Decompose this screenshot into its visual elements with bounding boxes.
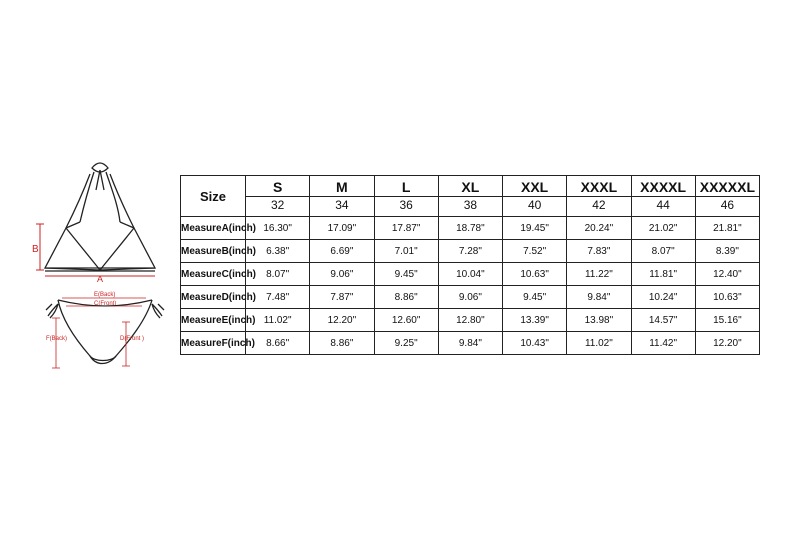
measure-value: 7.52" [503, 240, 567, 263]
measure-value: 9.06" [310, 263, 374, 286]
table-row [181, 309, 760, 332]
size-number: 34 [310, 196, 373, 214]
measure-label: MeasureB(inch) [181, 240, 246, 263]
measure-value: 15.16" [695, 309, 759, 332]
size-column-header [374, 176, 438, 217]
size-label: XXXXL [640, 179, 687, 195]
size-number: 42 [567, 196, 630, 214]
table-row [181, 286, 760, 309]
measure-value: 9.06" [438, 286, 502, 309]
measure-value: 12.80" [438, 309, 502, 332]
label-a: A [97, 274, 104, 284]
label-d-front: D(Front ) [120, 336, 144, 342]
garment-diagram [0, 0, 180, 534]
measure-value: 16.30" [246, 217, 310, 240]
measure-label: MeasureE(inch) [181, 309, 246, 332]
size-label: XXXXXL [699, 179, 755, 195]
size-label: S [272, 179, 283, 195]
measure-value: 12.20" [310, 309, 374, 332]
label-f-back: F(Back) [46, 336, 67, 342]
measure-value: 8.07" [246, 263, 310, 286]
measure-value: 6.38" [246, 240, 310, 263]
measure-value: 21.81" [695, 217, 759, 240]
measure-value: 11.02" [246, 309, 310, 332]
measure-value: 7.48" [246, 286, 310, 309]
measure-value: 6.69" [310, 240, 374, 263]
measure-value: 12.20" [695, 332, 759, 355]
top-garment-outline [45, 163, 155, 271]
size-column-header [567, 176, 631, 217]
measure-label: MeasureA(inch) [181, 217, 246, 240]
measure-value: 14.57" [631, 309, 695, 332]
measure-value: 9.84" [438, 332, 502, 355]
measure-value: 10.63" [695, 286, 759, 309]
size-column-header [631, 176, 695, 217]
size-header: Size [181, 176, 246, 217]
table-row [181, 240, 760, 263]
measure-value: 13.39" [503, 309, 567, 332]
size-label: M [336, 179, 348, 195]
size-label: XXL [521, 179, 549, 195]
measure-value: 11.81" [631, 263, 695, 286]
measure-value: 8.86" [310, 332, 374, 355]
measure-label: MeasureC(inch) [181, 263, 246, 286]
measure-value: 12.40" [695, 263, 759, 286]
size-column-header [310, 176, 374, 217]
size-label: XXXL [580, 179, 618, 195]
size-number: 46 [696, 196, 759, 214]
size-number: 36 [375, 196, 438, 214]
size-column-header [503, 176, 567, 217]
measure-value: 7.28" [438, 240, 502, 263]
size-chart-table [180, 175, 760, 355]
label-e-back: E(Back) [94, 292, 116, 298]
measure-value: 7.01" [374, 240, 438, 263]
size-label: L [401, 179, 411, 195]
measure-value: 8.66" [246, 332, 310, 355]
measure-value: 10.04" [438, 263, 502, 286]
size-column-header [246, 176, 310, 217]
label-b: B [32, 244, 39, 255]
measure-value: 9.84" [567, 286, 631, 309]
measure-value: 11.42" [631, 332, 695, 355]
measure-value: 9.45" [374, 263, 438, 286]
size-number: 32 [246, 196, 309, 214]
dimension-d [122, 322, 130, 366]
measure-value: 11.02" [567, 332, 631, 355]
size-chart-body [181, 217, 760, 355]
table-row [181, 332, 760, 355]
measure-value: 10.24" [631, 286, 695, 309]
measure-value: 8.39" [695, 240, 759, 263]
table-row [181, 263, 760, 286]
size-number: 40 [503, 196, 566, 214]
measure-value: 8.07" [631, 240, 695, 263]
measure-value: 7.83" [567, 240, 631, 263]
measure-value: 9.25" [374, 332, 438, 355]
dimension-f [52, 318, 60, 368]
measure-value: 12.60" [374, 309, 438, 332]
measure-value: 9.45" [503, 286, 567, 309]
measure-value: 18.78" [438, 217, 502, 240]
measure-value: 10.63" [503, 263, 567, 286]
size-number: 38 [439, 196, 502, 214]
size-label: XL [461, 179, 480, 195]
measure-value: 17.09" [310, 217, 374, 240]
measure-label: MeasureF(inch) [181, 332, 246, 355]
measure-value: 20.24" [567, 217, 631, 240]
measure-value: 19.45" [503, 217, 567, 240]
measure-value: 7.87" [310, 286, 374, 309]
measure-value: 10.43" [503, 332, 567, 355]
measure-value: 8.86" [374, 286, 438, 309]
size-header-row [181, 176, 760, 217]
table-row [181, 217, 760, 240]
measure-value: 17.87" [374, 217, 438, 240]
measure-value: 11.22" [567, 263, 631, 286]
measure-value: 21.02" [631, 217, 695, 240]
measure-value: 13.98" [567, 309, 631, 332]
bottom-garment-outline [46, 300, 164, 364]
measure-label: MeasureD(inch) [181, 286, 246, 309]
size-column-header [438, 176, 502, 217]
label-c-front: C(Front) [94, 301, 117, 307]
size-number: 44 [632, 196, 695, 214]
size-column-header [695, 176, 759, 217]
